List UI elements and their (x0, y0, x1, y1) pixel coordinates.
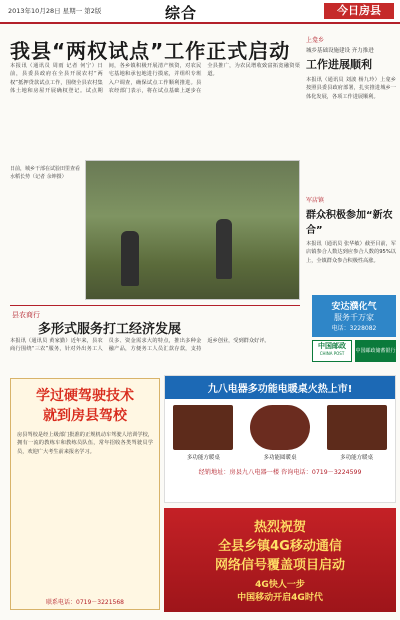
masthead (0, 0, 400, 24)
gas-ad-phone: 电话：3228082 (331, 325, 377, 332)
divider (10, 305, 300, 306)
secondary-body: 本报讯（通讯员 黄家勤）近年来，县农商行围绕“三农”服务，针对外出务工人员多、资金需求大的特点，推出多种金融产品，方便务工人员汇款存款，支持返乡创业，受到群众好评。 (10, 338, 270, 353)
paper-logo: 今日房县 (324, 3, 394, 19)
post-name: 中国邮政 (318, 342, 346, 350)
heater-label-1: 多功能方暖桌 (186, 455, 220, 461)
telecom-top: 热烈祝贺 (253, 520, 306, 535)
photo-caption: 日前，城乡干部在试验田里查看水稻长势（记者 余坤摄） (10, 166, 80, 181)
appliance-title: 九八电器多功能电暖桌火热上市! (165, 376, 395, 399)
gas-ad (312, 295, 396, 337)
lead-body: 本报讯（通讯员 周雨 记者 何宁）日前，县委县政府在全县开展农村“两权”抵押贷款试点工作，围绕全县农村集体土地和房屋开展确权登记。试点期间，各乡镇积极开展清产核资，对农民宅基地和承包地进行摸底，并组织专班入户调查，确保试点工作顺利推进。县农经部门表示，将在试点基础上逐步在全县推广，为农民增收致富拓宽融资渠道。 (10, 63, 300, 95)
driving-body: 房县驾校是经上级部门批准的正规机动车驾驶人培训学校，拥有一流的教练车和教练员队伍，常年招收各类驾驶员学员，欢迎广大考生前来报名学习。 (17, 432, 153, 455)
gas-ad-title: 安达濮化气 (331, 302, 377, 312)
telecom-line-1: 全县乡镇4G移动通信 (218, 539, 342, 554)
heater-table-1 (173, 405, 233, 450)
heater-table-2 (250, 405, 310, 450)
heater-label-2: 多功能圆暖桌 (263, 455, 297, 461)
appliance-contact: 经销地址：房县九八电器一楼 咨询电话：0719－3224599 (198, 469, 362, 476)
telecom-line-2: 网络信号覆盖项目启动 (214, 558, 345, 573)
sidebar-body-2: 本报讯（通讯员 张华敏）截至目前，军店镇参合人数达到应参合人数的95%以上，全镇群众参合积极性高涨。 (306, 241, 396, 264)
postal-bank-logo: 中国邮政储蓄银行 (355, 340, 396, 362)
sidebar-kicker: 上龛乡 (306, 37, 325, 44)
appliance-ad (164, 375, 396, 503)
gas-ad-subtitle: 服务千万家 (334, 313, 374, 322)
sidebar-headline-2: 群众积极参加“新农合” (306, 210, 393, 236)
lead-headline: 我县“两权试点”工作正式启动 (10, 39, 291, 63)
telecom-line-4: 中国移动开启4G时代 (237, 593, 323, 603)
section-title: 综合 (165, 4, 198, 22)
driving-title-1: 学过硬驾驶技术 (36, 388, 134, 404)
driving-title-2: 就到房县驾校 (43, 408, 127, 424)
telecom-line-3: 4G快人一步 (255, 580, 305, 590)
sidebar-body: 本报讯（通讯员 刘波 杨九玲）上龛乡按照县委县政府部署，扎实推进城乡一体化发展，各项工作进展顺利。 (306, 77, 396, 100)
rice-field-photo (85, 160, 300, 300)
heater-label-3: 多功能方暖桌 (340, 455, 374, 461)
driving-school-ad (10, 378, 160, 610)
post-en: CHINA POST (319, 351, 345, 356)
post-logo (312, 340, 352, 362)
secondary-kicker: 县农商行 (12, 311, 40, 319)
secondary-headline: 多形式服务打工经济发展 (38, 322, 182, 337)
heater-table-3 (327, 405, 387, 450)
sidebar-subtitle: 城乡基础设施建设 齐力推进 (306, 48, 374, 54)
telecom-ad (164, 508, 396, 612)
sidebar (306, 35, 396, 300)
driving-phone: 联系电话：0719－3221568 (46, 599, 124, 606)
date-line: 2013年10月28日 星期一 第2版 (8, 7, 102, 15)
sidebar-headline: 工作进展顺利 (306, 58, 372, 71)
sidebar-kicker-2: 军店镇 (306, 197, 325, 204)
